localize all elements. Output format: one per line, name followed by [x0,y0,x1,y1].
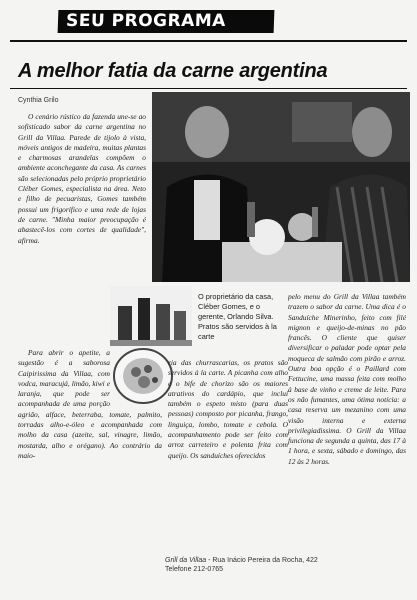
photo-caption: O proprietário da casa, Cléber Gomes, e o gerente, Orlando Silva. Pratos são servidos à la carte [198,292,277,341]
paragraph-right: pelo menu do Grill da Villaa também trazem o sabor da carne. Uma dica é o Sanduíche Minerinho, feito com filé mignon e queijo-de-minas no pão francês. O cliente que quiser diversificar o paladar pode optar pela moqueca de salmão com pirão e arroz. Outra boa opção é o Paillard com Fettucine, uma massa feita com molho à base de vinho e creme de leite. Para os não fumantes, uma ótima notícia: a casa reserva um mezanino com uma visão interna e externa privilegiadissima. O Grill da Villaa funciona de segunda a quinta, das 17 à 1 hora, e sexta, sábado e domingo, das 12 às 2 horas. [288,292,406,466]
restaurant-photo [152,92,410,282]
top-rule [10,40,407,42]
venue-address: - Rua Inácio Pereira da Rocha, 422 [208,557,318,564]
column-left-top [18,112,146,344]
column-left-mid [18,348,110,410]
column-middle [168,358,288,550]
column-right [288,292,406,554]
footer-info [165,556,318,574]
headline: A melhor fatia da carne argentina [18,60,328,82]
venue-name: Grill da Villaa [165,557,207,564]
venue-phone: Telefone 212-0765 [165,566,223,573]
section-banner: SEU PROGRAMA [58,10,275,33]
paragraph-left-top: O cenário rústico da fazenda une-se ao sofisticado sabor da carne argentina no Grill da Villaa. Parede de tijolo à vista, móveis antigos de madeira, muitas plantas e charmosas arandelas compõem o ambiente aconchegante da casa. As carnes são selecionadas pelo próprio proprietário Cléber Gomes, especialista na área. Neto e filho de pecuaristas, Gomes também possui um frigorífico e uma rede de lojas de carne. "Minha maior preocupação é abastecê-los com cortes de qualidade", afirma. [18,112,146,245]
dish-photo [112,344,174,406]
headline-rule [10,88,407,89]
paragraph-left-bottom-continued: agrião, alface, beterraba, tomate, palmito, torradas alho-e-óleo e acompanhada com molho da casa (azeite, sal, vinagre, limão, mostarda, alho e orégano). Ao contrário da maio- [18,410,162,460]
paragraph-middle: ria das churrascarias, os pratos são servidos à la carte. A picanha com alho e o bife de chorizo são os maiores atrativos do cardápio, que inclui também o espeto misto (para duas pessoas) composto por picanha, frango, linguiça, lombo, tomate e cebola. O acompanhamento pode ser feito com arroz carreteiro e polenta frita com queijo. Os sanduíches oferecidos [168,358,288,460]
paragraph-left-bottom: Para abrir o apetite, a sugestão é a saborosa Caipirissima da Villaa, com vodca, maracujá, limão, kiwi e laranja, que pode ser acompanhada de uma porção [18,348,110,409]
byline: Cynthia Grilo [18,97,59,104]
column-left-bottom [18,410,162,580]
